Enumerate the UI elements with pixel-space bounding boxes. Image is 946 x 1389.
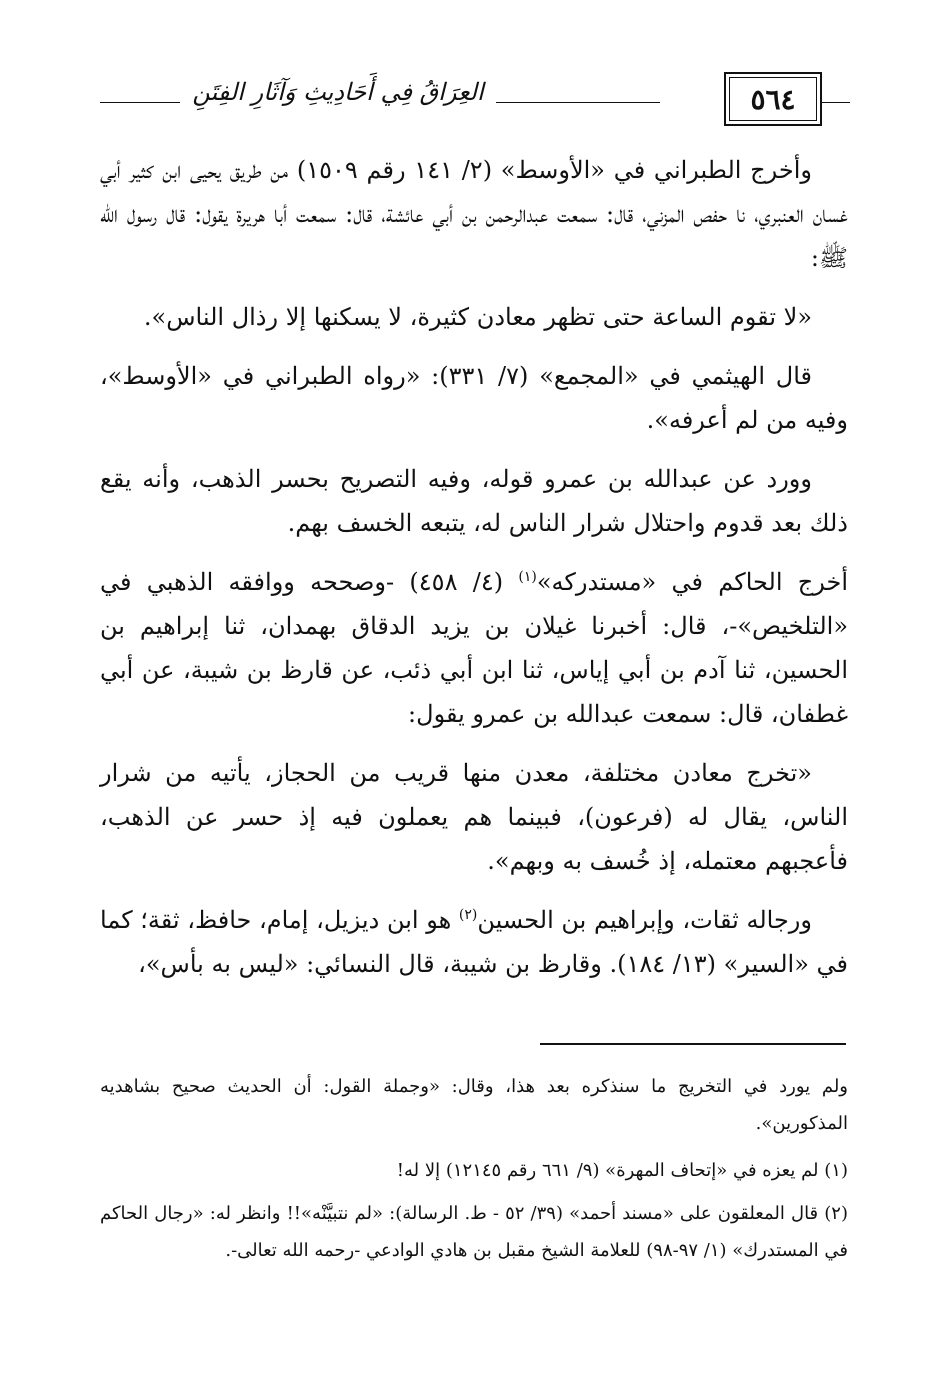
paragraph: وورد عن عبدالله بن عمرو قوله، وفيه التصريح بحسر الذهب، وأنه يقع ذلك بعد قدوم واحتلال شرار الناس له، يتبعه الخسف بهم. <box>100 465 848 537</box>
footnote-ref[interactable]: (١) <box>518 569 537 585</box>
footnotes <box>100 1068 848 1275</box>
hadith-quote: «تخرج معادن مختلفة، معدن منها قريب من الحجاز، يأتيه من شرار الناس، يقال له (فرعون)، فبينما هم يعملون فيه إذ حسر عن الذهب، فأعجبهم معتمله، إذ خُسف به وبهم». <box>100 759 848 875</box>
main-text <box>100 148 848 1001</box>
page-number: ٥٦٤ <box>729 77 817 121</box>
footnote-ref[interactable]: (٢) <box>458 907 478 923</box>
paragraph <box>100 898 848 986</box>
paragraph-text: أخرج الحاكم في «مستدركه» <box>536 568 849 596</box>
paragraph-text: ورجاله ثقات، وإبراهيم بن الحسين <box>477 906 812 934</box>
footnote: (١) لم يعزه في «إتحاف المهرة» (٩/ ٦٦١ رقم ١٢١٤٥) إلا له! <box>396 1160 848 1181</box>
footnote-continuation: ولم يورد في التخريج ما سنذكره بعد هذا، وقال: «وجملة القول: أن الحديث صحيح بشاهديه المذكورين». <box>100 1076 848 1134</box>
paragraph: قال الهيثمي في «المجمع» (٧/ ٣٣١): «رواه الطبراني في «الأوسط»، وفيه من لم أعرفه». <box>100 362 848 434</box>
footnote: (٢) قال المعلقون على «مسند أحمد» (٣٩/ ٥٢ - ط. الرسالة): «لم نتبيَّنْه»!! وانظر له: «رجال الحاكم في المستدرك» (١/ ٩٧-٩٨) للعلامة الشيخ مقبل بن هادي الوادعي -رحمه الله تعالى-. <box>100 1203 848 1261</box>
header-rule <box>822 102 850 103</box>
paragraph: وأخرج الطبراني في «الأوسط» (٢/ ١٤١ رقم ١٥٠٩) من طريق يحيى ابن كثير أبي غسان العنبري، نا حفص المزني، قال: سمعت عبدالرحمن بن أبي عائشة، قال: سمعت أبا هريرة يقول: قال رسول الله ﷺ: <box>100 156 848 272</box>
page-header <box>100 68 850 130</box>
paragraph-text: هو ابن ديزيل، إمام، حافظ، ثقة؛ كما في «السير» (١٣/ ١٨٤). وقارظ بن شيبة، قال النسائي: «ليس به بأس»، <box>100 906 848 978</box>
paragraph-text: (٤/ ٤٥٨) -وصححه ووافقه الذهبي في «التلخيص»-، قال: أخبرنا غيلان بن يزيد الدقاق بهمدان، ثنا إبراهيم بن الحسين، ثنا آدم بن أبي إياس، ثنا ابن أبي ذئب، عن قارظ بن شيبة، عن أبي غطفان، قال: سمعت عبدالله بن عمرو يقول: <box>100 568 848 728</box>
running-title: العِرَاقُ فِي أَحَادِيثِ وَآثَارِ الفِتَنِ <box>180 74 496 110</box>
paragraph <box>100 560 848 736</box>
page-number-box <box>724 72 822 126</box>
hadith-quote: «لا تقوم الساعة حتى تظهر معادن كثيرة، لا يسكنها إلا رذال الناس». <box>143 303 812 331</box>
footnote-separator <box>540 1043 846 1045</box>
